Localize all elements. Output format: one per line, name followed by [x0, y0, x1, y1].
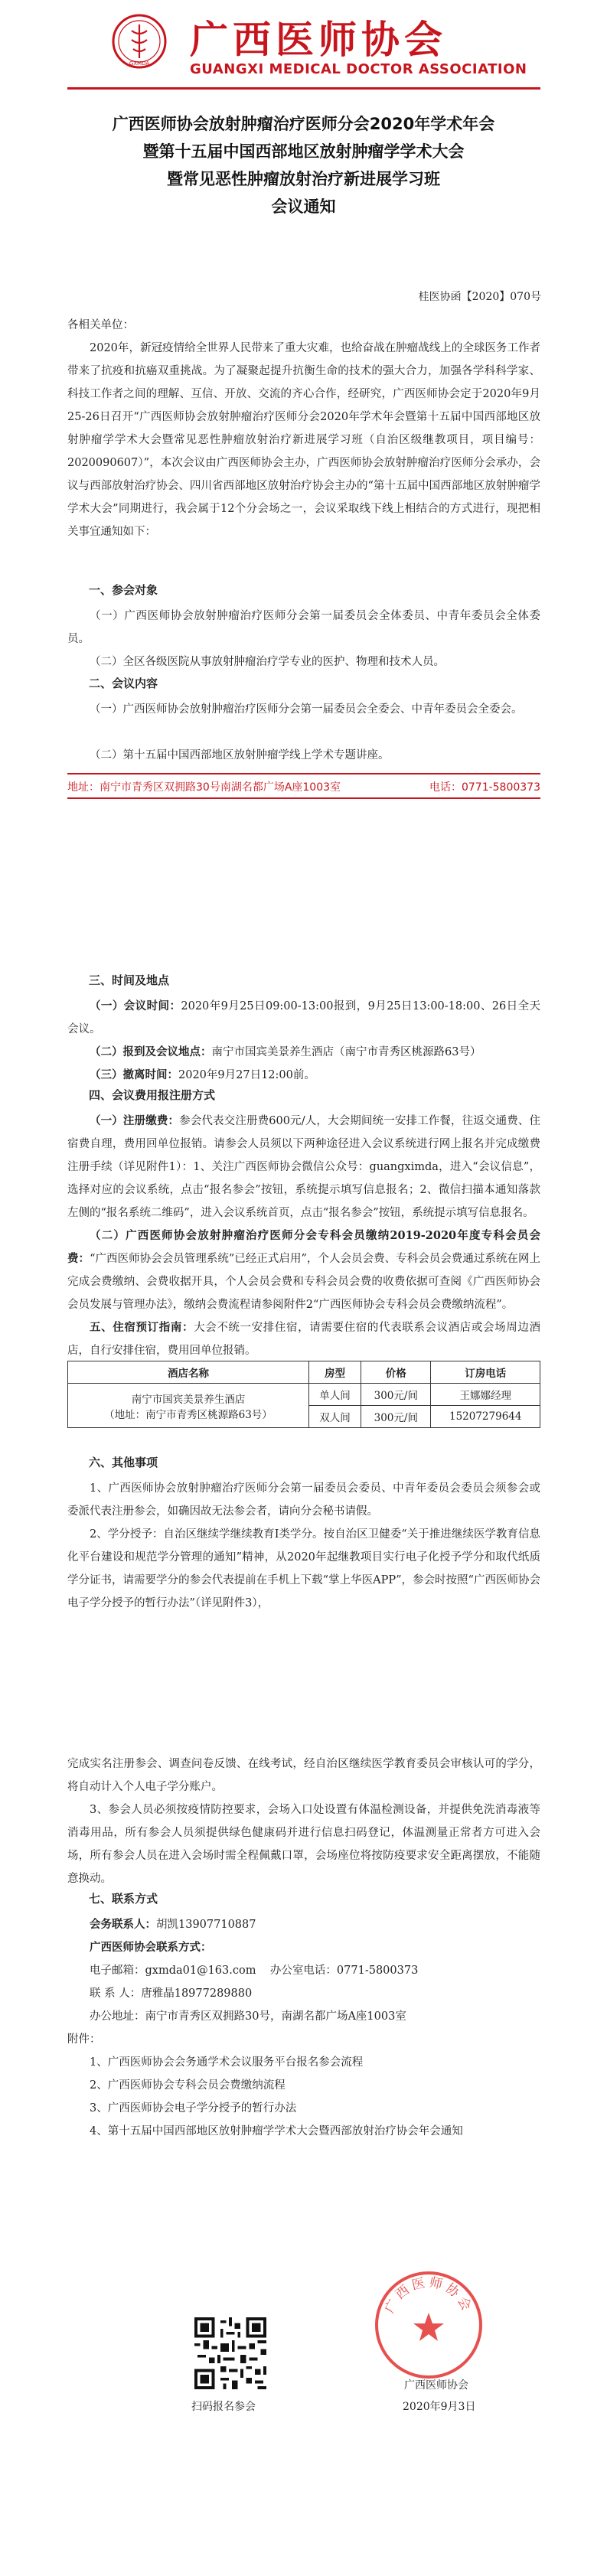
address-rule-top — [67, 773, 540, 774]
office-email-row — [67, 1959, 540, 1982]
title-line-2: 暨第十五届中国西部地区放射肿瘤学学术大会 — [142, 142, 465, 161]
attachment-4: 4、第十五届中国西部地区放射肿瘤学学术大会暨西部放射治疗协会年会通知 — [90, 2125, 463, 2137]
meeting-place — [67, 1041, 540, 1064]
address-bar — [67, 779, 540, 794]
office-contact-label: 广西医师协会联系方式： — [90, 1941, 212, 1954]
hotel-name-cell — [68, 1384, 309, 1428]
section-6-heading: 六、其他事项 — [89, 1456, 158, 1469]
meeting-time-value: 2020年9月25日09:00-13:00报到，9月25日13:00-18:00、26日全天会议。 — [67, 1000, 541, 1035]
table-row — [68, 1384, 540, 1406]
member-fee — [67, 1224, 540, 1316]
salutation: 各相关单位： — [67, 319, 134, 331]
hotel-table-header — [68, 1361, 540, 1384]
attachment-3: 3、广西医师协会电子学分授予的暂行办法 — [90, 2102, 297, 2115]
meeting-time — [67, 995, 540, 1041]
attachment-2: 2、广西医师协会专科会员会费缴纳流程 — [90, 2079, 286, 2092]
room-price: 300元/间 — [361, 1406, 431, 1428]
room-price: 300元/间 — [361, 1384, 431, 1406]
association-logo — [112, 14, 167, 69]
hotel-guide-text: 大会不统一安排住宿，请需要住宿的代表联系会议酒店或会场周边酒店，自行安排住宿，费用回单位报销。 — [67, 1322, 541, 1357]
other-item-2: 2、学分授予：自治区继续学继续教育I类学分。按自治区卫健委“关于推进继续医学教育信息化平台建设和规范学分管理的通知”精神，从2020年起继教项目实行电子化授予学分和取代纸质学分证书，请需要学分的参会代表提前在手机上下载“掌上华医APP”，参会时按照“广西医师协会电子学分授予的暂行办法”（详见附件3）， — [67, 1528, 540, 1609]
member-fee-text: “广西医师协会会员管理系统”已经正式启用”，个人会员会费、专科会员会费通过系统在网上完成会费缴纳、会费收据开具，个人会员会费和专科会员会费的收费依据可查阅《广西医师协会会员发展与管理办法》，缴纳会费流程请参阅附件2“广西医师协会专科会员会费缴纳流程”。 — [67, 1253, 540, 1311]
other-item-2-cont: 完成实名注册参会、调查问卷反馈、在线考试，经自治区继续医学教育委员会审核认可的学分，将自动计入个人电子学分账户。 — [67, 1758, 540, 1793]
member-fee-label: （二）广西医师协会放射肿瘤治疗医师分会专科会员缴纳2019-2020年度专科会员会费： — [67, 1229, 540, 1265]
meeting-contact — [67, 1913, 540, 1936]
section-4-heading: 四、会议费用报注册方式 — [89, 1088, 216, 1102]
office-email: 电子邮箱：gxmda01@163.com — [90, 1965, 256, 1977]
other-item-3: 3、参会人员必须按疫情防控要求，会场入口处设置有体温检测设备，并提供免洗消毒液等消毒用品，所有参会人员须提供绿色健康码并进行信息扫码登记，体温测量正常者方可进入会场，所有参会人员在进入会场时需全程佩戴口罩，会场座位将按防疫要求安全距离摆放，不能随意换动。 — [67, 1804, 540, 1885]
meeting-place-value: 南宁市国宾美景养生酒店（南宁市青秀区桃源路63号） — [211, 1046, 481, 1058]
hotel-name: 南宁市国宾美景养生酒店 — [131, 1393, 246, 1406]
header-hotel-name: 酒店名称 — [68, 1361, 309, 1384]
contact-phone: 15207279644 — [431, 1406, 540, 1428]
meeting-contact-value: 胡凯13907710887 — [156, 1919, 256, 1931]
hotel-guide-label: 五、住宿预订指南： — [90, 1321, 194, 1334]
hotel-guide — [67, 1316, 540, 1362]
title-line-1: 广西医师协会放射肿瘤治疗医师分会2020年学术年会 — [112, 115, 495, 133]
header-price: 价格 — [361, 1361, 431, 1384]
registration-fee-text: 参会代表交注册费600元/人，大会期间统一安排工作餐，往返交通费、住宿费自理，费用回单位报销。请参会人员须以下两种途径进入会议系统进行网上报名并完成缴费注册手续（详见附件1）：1、关注广西医师协会微信公众号：guangximda，进入“会议信息”，选择对应的会议系统，点击“报名参会”按钮，系统提示填写信息报名；2、微信扫描本通知落款左侧的“报名系统二维码”，进入会议系统首页，点击“报名参会”按钮，系统提示填写信息报名。 — [67, 1115, 541, 1219]
official-seal — [372, 2268, 485, 2382]
section-2-heading: 二、会议内容 — [89, 677, 158, 690]
hotel-table — [67, 1361, 540, 1428]
section-1-heading: 一、参会对象 — [89, 583, 158, 597]
signer-org: 广西医师协会 — [404, 2379, 468, 2392]
svg-text:GXMDA: GXMDA — [129, 60, 150, 67]
registration-fee-label: （一）注册缴费： — [90, 1114, 180, 1127]
meeting-place-label: （二）报到及会议地点： — [90, 1045, 212, 1058]
office-person: 联 系 人：唐雅晶18977289880 — [90, 1987, 253, 2000]
office-phone: 办公室电话：0771-5800373 — [269, 1965, 419, 1977]
section-1-item-2: （二）全区各级医院从事放射肿瘤治疗学专业的医护、物理和技术人员。 — [90, 656, 445, 668]
room-type: 双人间 — [308, 1406, 361, 1428]
header-rule — [67, 87, 540, 90]
registration-fee — [67, 1110, 540, 1224]
section-7-heading: 七、联系方式 — [89, 1892, 158, 1906]
registration-qr-code — [194, 2317, 266, 2389]
hotel-address: （地址：南宁市青秀区桃源路63号） — [104, 1408, 272, 1421]
intro-paragraph: 2020年，新冠疫情给全世界人民带来了重大灾难，也给奋战在肿瘤战线上的全球医务工作者带来了抗疫和抗癌双重挑战。为了凝聚起提升抗衡生命的技术的强大合力，加强各学科科学家、科技工作者之间的理解、互信、开放、交流的齐心合作，经研究，广西医师协会定于2020年9月25-26日召开“广西医师协会放射肿瘤治疗医师分会2020年学术年会暨第十五届中国西部地区放射肿瘤学学术大会暨常见恶性肿瘤放射治疗新进展学习班（自治区级继教项目，项目编号：2020090607）”，本次会议由广西医师协会主办，广西医师协会放射肿瘤治疗医师分会承办，会议与西部放射治疗协会、四川省西部地区放射治疗协会主办的“第十五届中国西部地区放射肿瘤学学术大会”同期进行，我会属于12个分会场之一，会议采取线下线上相结合的方式进行，现把相关事宜通知如下： — [67, 342, 540, 538]
meeting-time-label: （一）会议时间： — [90, 999, 181, 1012]
title-line-4: 会议通知 — [271, 197, 336, 216]
qr-caption: 扫码报名参会 — [191, 2401, 256, 2413]
org-name-cn: 广西医师协会 — [190, 17, 447, 62]
leave-time-value: 2020年9月27日12:00前。 — [178, 1069, 315, 1081]
sign-date: 2020年9月3日 — [403, 2401, 476, 2413]
footer-address: 地址：南宁市青秀区双拥路30号南湖名都广场A座1003室 — [67, 781, 341, 794]
section-2-item-1: （一）广西医师协会放射肿瘤治疗医师分会第一届委员会全委会、中青年委员会全委会。 — [90, 703, 523, 716]
section-2-item-2: （二）第十五届中国西部地区放射肿瘤学线上学术专题讲座。 — [90, 749, 390, 761]
attachments-label: 附件： — [67, 2033, 101, 2046]
room-type: 单人间 — [308, 1384, 361, 1406]
address-rule-bottom — [67, 797, 540, 799]
header-room-type: 房型 — [308, 1361, 361, 1384]
leave-time-label: （三）撤离时间： — [90, 1068, 178, 1081]
leave-time — [67, 1064, 540, 1087]
other-item-1: 1、广西医师协会放射肿瘤治疗医师分会第一届委员会委员、中青年委员会委员会须参会或委派代表注册参会，如确因故无法参会者，请向分会秘书请假。 — [67, 1482, 540, 1518]
office-address: 办公地址：南宁市青秀区双拥路30号，南湖名都广场A座1003室 — [90, 2010, 406, 2023]
section-3-heading: 三、时间及地点 — [89, 973, 170, 987]
svg-text:广西医师协会: 广西医师协会 — [382, 2274, 475, 2317]
document-number: 桂医协函【2020】070号 — [418, 291, 541, 303]
title-line-3: 暨常见恶性肿瘤放射治疗新进展学习班 — [167, 170, 440, 188]
section-1-item-1: （一）广西医师协会放射肿瘤治疗医师分会第一届委员会全体委员、中青年委员会全体委员。 — [67, 610, 540, 645]
attachment-1: 1、广西医师协会会务通学术会议服务平台报名参会流程 — [90, 2056, 364, 2069]
meeting-contact-label: 会务联系人： — [90, 1918, 156, 1931]
header-phone: 订房电话 — [431, 1361, 540, 1384]
contact-name: 王娜娜经理 — [431, 1384, 540, 1406]
org-name-en: GUANGXI MEDICAL DOCTOR ASSOCIATION — [190, 61, 527, 77]
footer-phone: 电话：0771-5800373 — [429, 781, 540, 794]
